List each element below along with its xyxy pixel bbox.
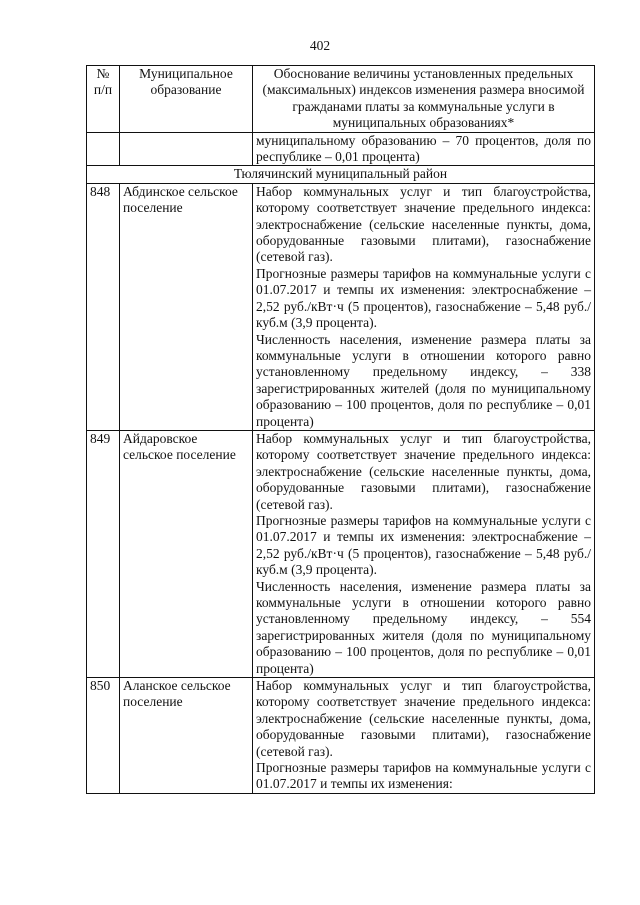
row-justification — [253, 183, 595, 430]
row-municipality: Айдаровское сельское поселение — [120, 430, 253, 677]
table-row — [87, 678, 595, 794]
table-row — [87, 183, 595, 430]
continuation-num-cell — [87, 132, 120, 166]
row-number: 849 — [87, 430, 120, 677]
continuation-mun-cell — [120, 132, 253, 166]
table-row — [87, 430, 595, 677]
district-heading: Тюлячинский муниципальный район — [87, 166, 595, 183]
justification-paragraph: Набор коммунальных услуг и тип благоустройства, которому соответствует значение предельного индекса: электроснабжение (сельские населенные пункты, дома, оборудованные газовыми плитами), газоснабжение (сетевой газ). — [256, 678, 591, 759]
justification-paragraph: Численность населения, изменение размера платы за коммунальные услуги в отношении которого равно установленному предельному индексу, – 338 зарегистрированных жителей (доля по муниципальному образованию – 100 процентов, доля по республике – 0,01 процента) — [256, 331, 591, 429]
header-number: № п/п — [87, 66, 120, 133]
header-justification: Обоснование величины установленных предельных (максимальных) индексов изменения размера вносимой гражданами платы за коммунальные услуги в муниципальных образованиях* — [253, 66, 595, 133]
district-row — [87, 166, 595, 183]
header-municipality: Муниципальное образование — [120, 66, 253, 133]
row-justification — [253, 678, 595, 794]
justification-paragraph: Набор коммунальных услуг и тип благоустройства, которому соответствует значение предельного индекса: электроснабжение (сельские населенные пункты, дома, оборудованные газовыми плитами), газоснабжение (сетевой газ). — [256, 183, 591, 265]
row-municipality: Абдинское сельское поселение — [120, 183, 253, 430]
row-number: 850 — [87, 678, 120, 794]
justification-paragraph: Численность населения, изменение размера платы за коммунальные услуги в отношении которого равно установленному предельному индексу, – 554 зарегистрированных жителя (доля по муниципальному образованию – 100 процентов, доля по республике – 0,01 процента) — [256, 578, 591, 676]
continuation-text: муниципальному образованию – 70 процентов, доля по республике – 0,01 процента) — [253, 132, 595, 166]
justification-paragraph: Прогнозные размеры тарифов на коммунальные услуги с 01.07.2017 и темпы их изменения: электроснабжение – 2,52 руб./кВт·ч (5 процентов), газоснабжение – 5,48 руб./куб.м (3,9 процента). — [256, 265, 591, 331]
page-number: 402 — [309, 38, 331, 53]
row-municipality: Аланское сельское поселение — [120, 678, 253, 794]
justification-paragraph: Прогнозные размеры тарифов на коммунальные услуги с 01.07.2017 и темпы их изменения: — [256, 760, 591, 792]
justification-paragraph: Прогнозные размеры тарифов на коммунальные услуги с 01.07.2017 и темпы их изменения: электроснабжение – 2,52 руб./кВт·ч (5 процентов), газоснабжение – 5,48 руб./куб.м (3,9 процента). — [256, 512, 591, 578]
justification-paragraph: Набор коммунальных услуг и тип благоустройства, которому соответствует значение предельного индекса: электроснабжение (сельские населенные пункты, дома, оборудованные газовыми плитами), газоснабжение (сетевой газ). — [256, 430, 591, 512]
table-header-row — [87, 66, 595, 133]
tariff-index-table — [86, 65, 595, 794]
row-justification — [253, 430, 595, 677]
row-number: 848 — [87, 183, 120, 430]
continuation-row — [87, 132, 595, 166]
